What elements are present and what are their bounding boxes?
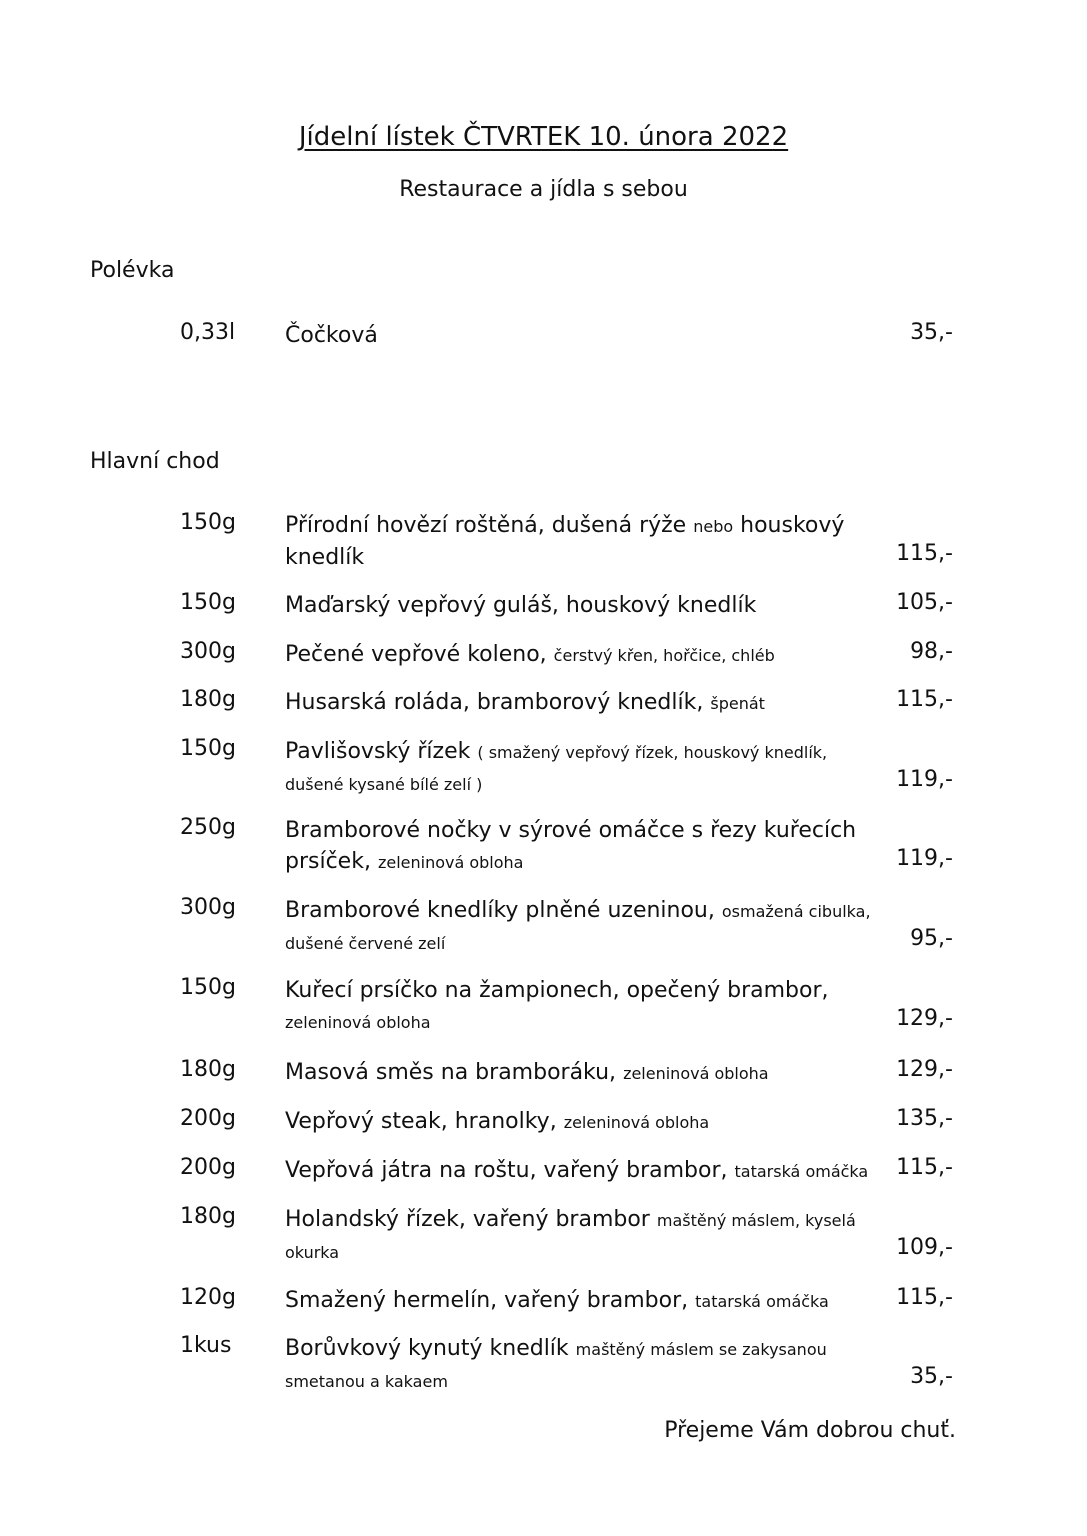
item-main-text: Kuřecí prsíčko na žampionech, opečený brambor, <box>285 978 829 1003</box>
item-side-text: ( smažený vepřový řízek, houskový knedlík, dušené kysané bílé zelí ) <box>285 743 828 794</box>
item-description <box>285 815 885 878</box>
item-description <box>285 639 885 671</box>
item-side-text: zeleninová obloha <box>623 1064 769 1083</box>
item-quantity: 150g <box>180 510 236 535</box>
item-side-text: maštěný máslem se zakysanou smetanou a kakaem <box>285 1340 827 1391</box>
footer-greeting: Přejeme Vám dobrou chuť. <box>664 1418 956 1443</box>
item-quantity: 180g <box>180 1057 236 1082</box>
menu-subtitle: Restaurace a jídla s sebou <box>399 177 688 202</box>
item-description <box>285 687 885 719</box>
item-side-text: zeleninová obloha <box>563 1113 710 1132</box>
item-main-text: Přírodní hovězí roštěná, dušená rýže <box>285 513 687 538</box>
main-course-heading: Hlavní chod <box>90 449 220 474</box>
item-quantity: 180g <box>180 1204 236 1229</box>
item-quantity: 300g <box>180 895 236 920</box>
item-description <box>285 895 885 959</box>
item-side-text: tatarská omáčka <box>695 1292 829 1311</box>
item-description <box>285 736 885 800</box>
item-quantity: 180g <box>180 687 236 712</box>
item-side-text: zeleninová obloha <box>285 1013 431 1032</box>
item-description <box>285 1333 885 1397</box>
item-description <box>285 1285 885 1317</box>
item-side-text: maštěný máslem, kyselá okurka <box>285 1211 856 1262</box>
item-price: 35,- <box>910 1364 953 1389</box>
item-main-text-2: houskový knedlík <box>285 513 845 570</box>
item-price: 95,- <box>910 926 953 951</box>
item-main-text: Borůvkový kynutý knedlík <box>285 1336 569 1361</box>
item-price: 115,- <box>896 687 953 712</box>
item-description <box>285 510 885 573</box>
item-price: 119,- <box>896 846 953 871</box>
item-quantity: 250g <box>180 815 236 840</box>
item-main-text: Pečené vepřové koleno, <box>285 642 547 667</box>
item-description <box>285 590 885 621</box>
item-price: 109,- <box>896 1235 953 1260</box>
item-quantity: 150g <box>180 590 236 615</box>
item-main-text: Bramborové knedlíky plněné uzeninou, <box>285 898 715 923</box>
item-side-text: špenát <box>710 694 765 713</box>
item-quantity: 0,33l <box>180 320 236 345</box>
item-price: 129,- <box>896 1057 953 1082</box>
item-price: 135,- <box>896 1106 953 1131</box>
item-side-text: čerstvý křen, hořčice, chléb <box>553 646 775 665</box>
item-main-text: Holandský řízek, vařený brambor <box>285 1207 650 1232</box>
item-side-text: nebo <box>693 517 734 536</box>
item-description <box>285 1106 885 1138</box>
soup-heading: Polévka <box>90 258 175 283</box>
item-main-text: Masová směs na bramboráku, <box>285 1060 617 1085</box>
item-side-text: zeleninová obloha <box>377 853 524 872</box>
item-side-text: osmažená cibulka, dušené červené zelí <box>285 902 871 953</box>
item-main-text: Husarská roláda, bramborový knedlík, <box>285 690 704 715</box>
item-side-text: tatarská omáčka <box>734 1162 869 1181</box>
item-price: 119,- <box>896 767 953 792</box>
item-quantity: 150g <box>180 736 236 761</box>
item-main-text: Vepřová játra na roštu, vařený brambor, <box>285 1158 728 1183</box>
item-quantity: 120g <box>180 1285 236 1310</box>
item-price: 129,- <box>896 1006 953 1031</box>
item-price: 98,- <box>910 639 953 664</box>
item-description <box>285 1057 885 1089</box>
item-description <box>285 1204 885 1268</box>
item-main-text: Bramborové nočky v sýrové omáčce s řezy kuřecích prsíček, <box>285 818 857 874</box>
item-price: 115,- <box>896 541 953 566</box>
item-price: 105,- <box>896 590 953 615</box>
item-main-text: Smažený hermelín, vařený brambor, <box>285 1288 689 1313</box>
item-description <box>285 975 885 1038</box>
item-main-text: Vepřový steak, hranolky, <box>285 1109 557 1134</box>
item-quantity: 150g <box>180 975 236 1000</box>
item-description <box>285 320 885 351</box>
item-main-text: Pavlišovský řízek <box>285 739 471 764</box>
item-quantity: 1kus <box>180 1333 232 1358</box>
item-quantity: 200g <box>180 1155 236 1180</box>
item-quantity: 200g <box>180 1106 236 1131</box>
menu-title: Jídelní lístek ČTVRTEK 10. února 2022 <box>298 122 789 152</box>
item-price: 35,- <box>910 320 953 345</box>
item-main-text: Čočková <box>285 323 378 348</box>
item-main-text: Maďarský vepřový guláš, houskový knedlík <box>285 593 757 618</box>
item-price: 115,- <box>896 1155 953 1180</box>
item-description <box>285 1155 925 1187</box>
item-price: 115,- <box>896 1285 953 1310</box>
item-quantity: 300g <box>180 639 236 664</box>
